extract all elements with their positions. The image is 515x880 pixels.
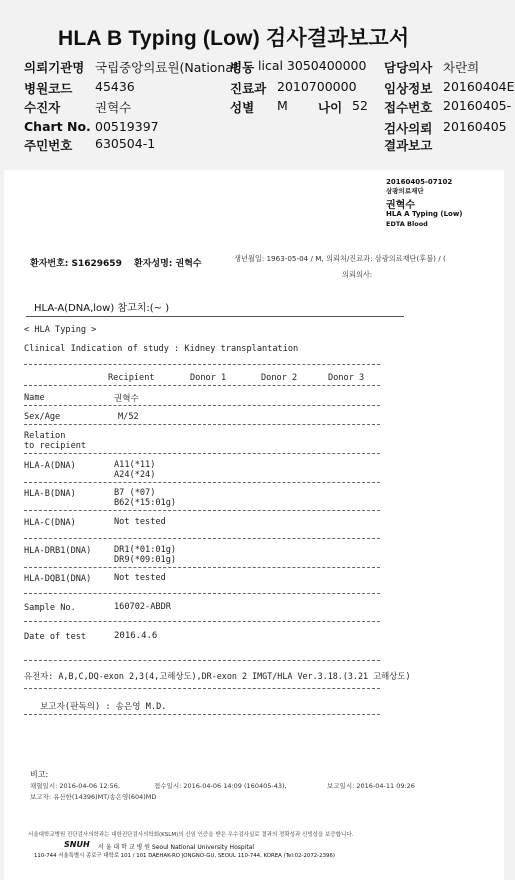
- label-receipt-no: 접수번호: [384, 100, 433, 115]
- divider: [26, 316, 404, 317]
- label-result-report: 결과보고: [384, 138, 433, 153]
- divider: [24, 621, 380, 622]
- label-specimen: EDTA Blood: [386, 220, 428, 228]
- divider: [24, 364, 380, 365]
- row-value-hla-drb1: DR1(*01:01g) DR9(*09:01g): [114, 545, 177, 565]
- row-label-relation: Relation to recipient: [24, 431, 87, 451]
- patient-number: 환자번호: S1629659: [30, 259, 122, 269]
- value-age: 52: [352, 98, 368, 113]
- reference-title: HLA-A(DNA,low) 참고치:(~ ): [34, 303, 170, 314]
- received-time: 접수일시: 2016-04-06 14:09 (160405-43),: [154, 782, 287, 790]
- row-value-hla-a: A11(*11) A24(*24): [114, 460, 156, 480]
- label-name: 권혁수: [386, 200, 415, 211]
- patient-name: 환자성명: 권혁수: [134, 259, 202, 269]
- divider: [24, 510, 380, 511]
- label-requesting-org: 의뢰기관명: [24, 60, 85, 75]
- value-ward: lical 3050400000: [258, 58, 367, 73]
- divider: [24, 660, 380, 661]
- row-value-date: 2016.4.6: [114, 631, 158, 641]
- divider: [24, 405, 380, 406]
- value-hospital-code: 45436: [95, 79, 135, 94]
- scanned-report: [4, 170, 504, 880]
- divider: [24, 714, 380, 715]
- clinical-indication: Clinical Indication of study : Kidney transplantation: [24, 344, 299, 354]
- row-value-name: 권혁수: [114, 394, 139, 404]
- row-value-hla-b: B7 (*07) B62(*15:01g): [114, 488, 177, 508]
- col-donor2: Donor 2: [261, 373, 298, 383]
- patient-info: 생년월일: 1963-05-04 / M, 의뢰처/진료과: 삼광의료재단(후불) / (: [234, 254, 446, 263]
- label-request-date: 검사의뢰: [384, 121, 433, 136]
- requester: 의뢰의사:: [342, 270, 373, 279]
- label-ward: 병동: [230, 60, 255, 75]
- divider: [24, 567, 380, 568]
- label-chart-no: Chart No.: [24, 119, 91, 134]
- value-sex: M: [277, 98, 288, 113]
- value-doctor: 차란희: [443, 60, 480, 75]
- collected-time: 채혈일시: 2016-04-06 12:56,: [30, 782, 121, 790]
- label-department: 진료과: [230, 81, 267, 96]
- reporter-ids: 보고자: 유산한(14396)MT/송은영(604)MD: [30, 793, 157, 801]
- label-resident-no: 주민번호: [24, 138, 73, 153]
- value-patient: 권혁수: [95, 100, 132, 115]
- divider: [24, 593, 380, 594]
- row-label-sample: Sample No.: [24, 603, 76, 613]
- label-test: HLA A Typing (Low): [386, 210, 463, 218]
- col-recipient: Recipient: [108, 373, 155, 383]
- reported-time: 보고일시: 2016-04-11 09:26: [327, 782, 415, 790]
- row-label-hla-b: HLA-B(DNA): [24, 489, 76, 499]
- label-clinical-info: 임상정보: [384, 81, 433, 96]
- label-org: 삼광의료재단: [386, 187, 424, 195]
- note-label: 비고:: [30, 770, 49, 779]
- value-department: 2010700000: [277, 79, 357, 94]
- value-resident-no: 630504-1: [95, 136, 156, 151]
- divider: [24, 385, 380, 386]
- value-receipt-no: 20160405-: [443, 98, 512, 113]
- col-donor3: Donor 3: [328, 373, 365, 383]
- col-donor1: Donor 1: [190, 373, 227, 383]
- divider: [24, 538, 380, 539]
- method-note: 유전자: A,B,C,DQ-exon 2,3(4,고해상도),DR-exon 2 IMGT/HLA Ver.3.18.(3.21 고해상도): [24, 671, 411, 681]
- label-age: 나이: [318, 100, 343, 115]
- row-label-hla-dqb1: HLA-DQB1(DNA): [24, 574, 92, 584]
- divider: [24, 688, 380, 689]
- value-requesting-org: 국립중앙의료원(National: [95, 60, 237, 75]
- value-clinical-info: 20160404E: [443, 79, 515, 94]
- row-label-hla-drb1: HLA-DRB1(DNA): [24, 546, 92, 556]
- page-title: HLA B Typing (Low) 검사결과보고서: [58, 27, 410, 50]
- label-hospital-code: 병원코드: [24, 81, 73, 96]
- row-label-sexage: Sex/Age: [24, 412, 61, 422]
- row-value-hla-c: Not tested: [114, 517, 166, 527]
- value-chart-no: 00519397: [95, 119, 159, 134]
- row-label-hla-c: HLA-C(DNA): [24, 518, 76, 528]
- value-request-date: 20160405: [443, 119, 507, 134]
- row-label-hla-a: HLA-A(DNA): [24, 461, 76, 471]
- divider: [24, 453, 380, 454]
- label-sex: 성별: [230, 100, 255, 115]
- certification: 서울대학교병원 진단검사의학과는 대한진단검사의학회(KSLM)의 신임 인증을 받은 우수검사실로 결과의 정확성과 신빙성을 보증합니다.: [28, 832, 354, 838]
- section-heading: < HLA Typing >: [24, 325, 97, 335]
- reporter: 보고자(판독의) : 송은영 M.D.: [40, 702, 167, 712]
- label-doctor: 담당의사: [384, 60, 433, 75]
- label-date: 20160405-07102: [386, 178, 453, 186]
- row-value-sample: 160702-ABDR: [114, 602, 171, 612]
- snuh-logo: SNUH: [64, 840, 90, 849]
- divider: [24, 482, 380, 483]
- divider: [24, 424, 380, 425]
- row-value-hla-dqb1: Not tested: [114, 573, 166, 583]
- row-label-name: Name: [24, 393, 45, 403]
- hospital-address: 110-744 서울특별시 종로구 대학로 101 / 101 DAEHAK-RO JONGNO-GU, SEOUL 110-744, KOREA (Tel:02-2072-2396): [34, 853, 335, 859]
- row-label-date: Date of test: [24, 632, 87, 642]
- label-patient: 수진자: [24, 100, 61, 115]
- row-value-sexage: M/52: [118, 412, 139, 422]
- hospital-name: 서 울 대 학 교 병 원 Seoul National University Hospital: [98, 844, 255, 851]
